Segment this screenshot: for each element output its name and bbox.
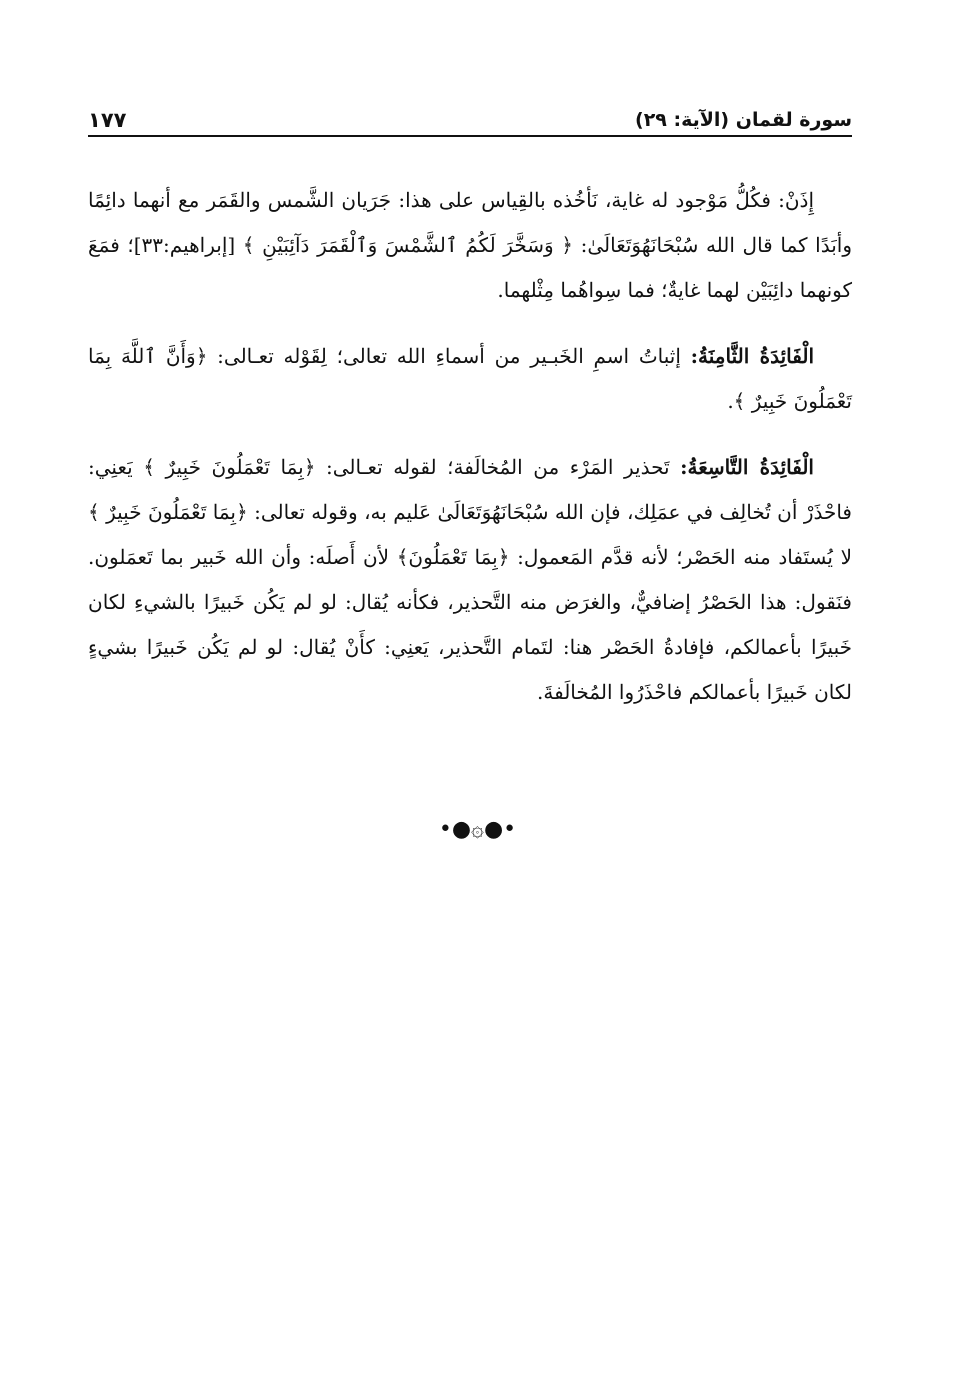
- paragraph-3: [88, 445, 852, 715]
- paragraph-1-text: إِذَنْ: فكُلُّ مَوْجود له غاية، نَأخُذه بالقِياس على هذا: جَرَيان الشَّمس والقَمَر مع أنهما دائِمًا وأبَدًا كما قال الله سُبْحَانَهُوَتَعَالَىٰ: ﴿ وَسَخَّرَ لَكُمُ ٱلشَّمْسَ وَٱلْقَمَرَ دَآئِبَيْنِ ﴾ [إبراهيم:٣٣]؛ فمَعَ كونهما دائِبَيْن لهما غايةٌ؛ فما سِواهُما مِثْلهما.: [88, 188, 852, 302]
- paragraph-2: [88, 334, 852, 424]
- page-number: ١٧٧: [88, 108, 127, 132]
- page-body: [88, 178, 852, 736]
- benefit-eight-heading: الْفَائِدَةُ الثَّامِنَةُ:: [690, 344, 815, 368]
- benefit-eight-text: إثباتُ اسمِ الخَبـير من أسماءِ الله تعالى؛ لِقَوْله تعـالى: ﴿وَأَنَّ ٱللَّهَ بِمَا تَعْمَلُونَ خَبِيرٌ ﴾.: [88, 344, 852, 413]
- benefit-nine-text: تَحذير المَرْء من المُخالَفة؛ لقوله تعـالى: ﴿بِمَا تَعْمَلُونَ خَبِيرٌ ﴾ يَعنِي: فاحْذَرْ أن تُخالِف في عمَلِك، فإن الله سُبْحَانَهُوَتَعَالَىٰ عَليم به، وقوله تعالى: ﴿بِمَا تَعْمَلُونَ خَبِيرٌ ﴾ لا يُستَفاد منه الحَصْر؛ لأنه قدَّم المَعمول: ﴿بِمَا تَعْمَلُونَ﴾ لأن أَصلَه: وأن الله خَبير بما تَعمَلون. فنَقول: هذا الحَصْرُ إضافيٌّ، والغرَض منه التَّحذير، فكأنه يُقال: لو لم يَكُن خَبيرًا بالشيءِ لكان خَبيرًا بأعمالكم، فإفادةُ الحَصْر هنا: لتَمام التَّحذير، يَعنِي: كأَنْ يُقال: لو لم يَكُن خَبيرًا بشيءٍ لكان خَبيرًا بأعمالكم فاحْذَرُوا المُخالَفةَ.: [88, 455, 852, 704]
- section-end-ornament: •●۞●•: [438, 817, 517, 842]
- running-header: [88, 100, 852, 134]
- benefit-nine-heading: الْفَائِدَةُ التَّاسِعَةُ:: [680, 455, 814, 479]
- paragraph-1: [88, 178, 852, 313]
- surah-header-title: سورة لقمان (الآية: ٢٩): [635, 109, 852, 131]
- header-rule: [88, 135, 852, 137]
